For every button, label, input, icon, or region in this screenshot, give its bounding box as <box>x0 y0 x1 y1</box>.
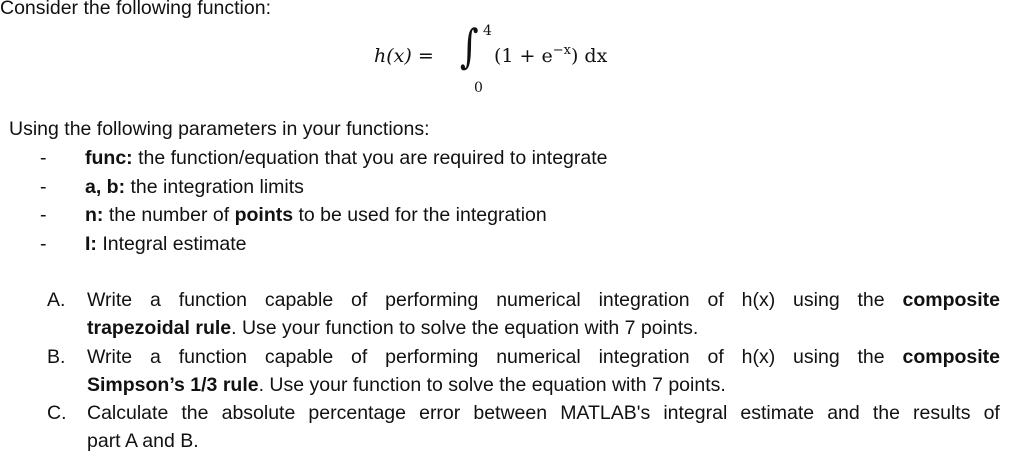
integrand-differential: ) dx <box>570 45 608 67</box>
task-word: Write <box>87 289 133 311</box>
task-line <box>87 399 1000 427</box>
task-word: of <box>351 345 368 368</box>
task-word: Calculate <box>87 402 169 425</box>
task-word: of <box>707 345 724 368</box>
task-bold-word: composite <box>902 289 1000 311</box>
param-desc: the function/equation that you are required to integrate <box>132 147 608 169</box>
task-item-c <box>47 399 1000 456</box>
task-word: of <box>983 402 1000 425</box>
task-list <box>47 286 1000 456</box>
task-word: results <box>913 402 971 425</box>
task-line: part A and B. <box>87 430 199 453</box>
param-item-n <box>40 203 607 232</box>
param-item-limits <box>40 175 607 204</box>
param-term: I: <box>85 232 97 255</box>
task-item-a <box>47 286 1000 343</box>
task-word: integral <box>663 402 728 425</box>
task-text: . Use your function to solve the equation with 7 points. <box>231 317 699 340</box>
task-word: estimate <box>740 402 815 425</box>
task-word: function <box>178 345 248 368</box>
task-item-b <box>47 343 1000 400</box>
integral-upper-limit: 4 <box>483 23 492 39</box>
param-desc: Integral estimate <box>96 232 247 255</box>
task-word: the <box>857 345 885 368</box>
list-dash: - <box>40 175 47 198</box>
task-word: and <box>827 402 860 425</box>
integral-sign-icon: ∫ <box>460 19 479 73</box>
task-line <box>87 314 1000 342</box>
task-bold-phrase: Simpson’s 1/3 rule <box>87 373 259 396</box>
task-line <box>87 343 1000 371</box>
integrand <box>494 45 607 67</box>
task-word: integration <box>598 345 690 368</box>
task-word: error <box>419 402 461 425</box>
task-word: of <box>707 289 724 311</box>
task-word: function <box>178 289 248 311</box>
task-word: using <box>793 289 840 311</box>
task-word: h(x) <box>741 345 776 368</box>
task-word: Write <box>87 345 133 368</box>
integrand-base: (1 + e <box>494 45 553 67</box>
task-word: of <box>351 289 368 311</box>
task-line <box>87 286 1000 314</box>
task-word: numerical <box>496 345 581 368</box>
task-marker: A. <box>47 289 66 311</box>
task-word: absolute <box>221 402 296 425</box>
integrand-exponent: −x <box>552 43 571 58</box>
task-word: the <box>181 402 209 425</box>
task-bold-word: composite <box>902 345 1000 368</box>
task-word: a <box>150 345 161 368</box>
list-dash: - <box>40 147 47 169</box>
task-word: integration <box>598 289 690 311</box>
task-marker: C. <box>47 402 67 425</box>
task-bold-phrase: trapezoidal rule <box>87 317 232 340</box>
task-word: the <box>872 402 900 425</box>
param-desc-bold: points <box>234 204 294 226</box>
task-word: capable <box>264 289 334 311</box>
integral-lower-limit: 0 <box>474 80 483 96</box>
equation-lhs-text: h(x) = <box>374 45 434 67</box>
task-word: h(x) <box>741 289 776 311</box>
task-word: the <box>857 289 885 311</box>
task-text: . Use your function to solve the equation with 7 points. <box>258 373 726 396</box>
params-heading: Using the following parameters in your functions: <box>9 118 430 140</box>
param-term: n: <box>85 204 104 226</box>
list-dash: - <box>40 204 47 226</box>
task-word: numerical <box>496 289 581 311</box>
param-list <box>40 146 607 260</box>
param-desc: the number of <box>103 204 235 226</box>
task-word: capable <box>264 345 334 368</box>
task-word: a <box>150 289 161 311</box>
param-desc: the integration limits <box>125 175 304 198</box>
intro-text: Consider the following function: <box>0 0 271 19</box>
param-item-integral <box>40 232 607 261</box>
integral-equation <box>374 19 674 97</box>
list-dash: - <box>40 232 47 255</box>
task-word: MATLAB's <box>560 402 651 425</box>
task-marker: B. <box>47 345 66 368</box>
task-word: performing <box>385 345 479 368</box>
task-word: using <box>793 345 840 368</box>
param-term: a, b: <box>85 175 126 198</box>
task-line <box>87 371 1000 399</box>
param-desc: to be used for the integration <box>293 204 547 226</box>
equation-lhs <box>374 45 434 67</box>
param-item-func <box>40 146 607 175</box>
task-word: percentage <box>308 402 406 425</box>
task-word: between <box>473 402 548 425</box>
task-word: performing <box>385 289 479 311</box>
param-term: func: <box>85 147 133 169</box>
